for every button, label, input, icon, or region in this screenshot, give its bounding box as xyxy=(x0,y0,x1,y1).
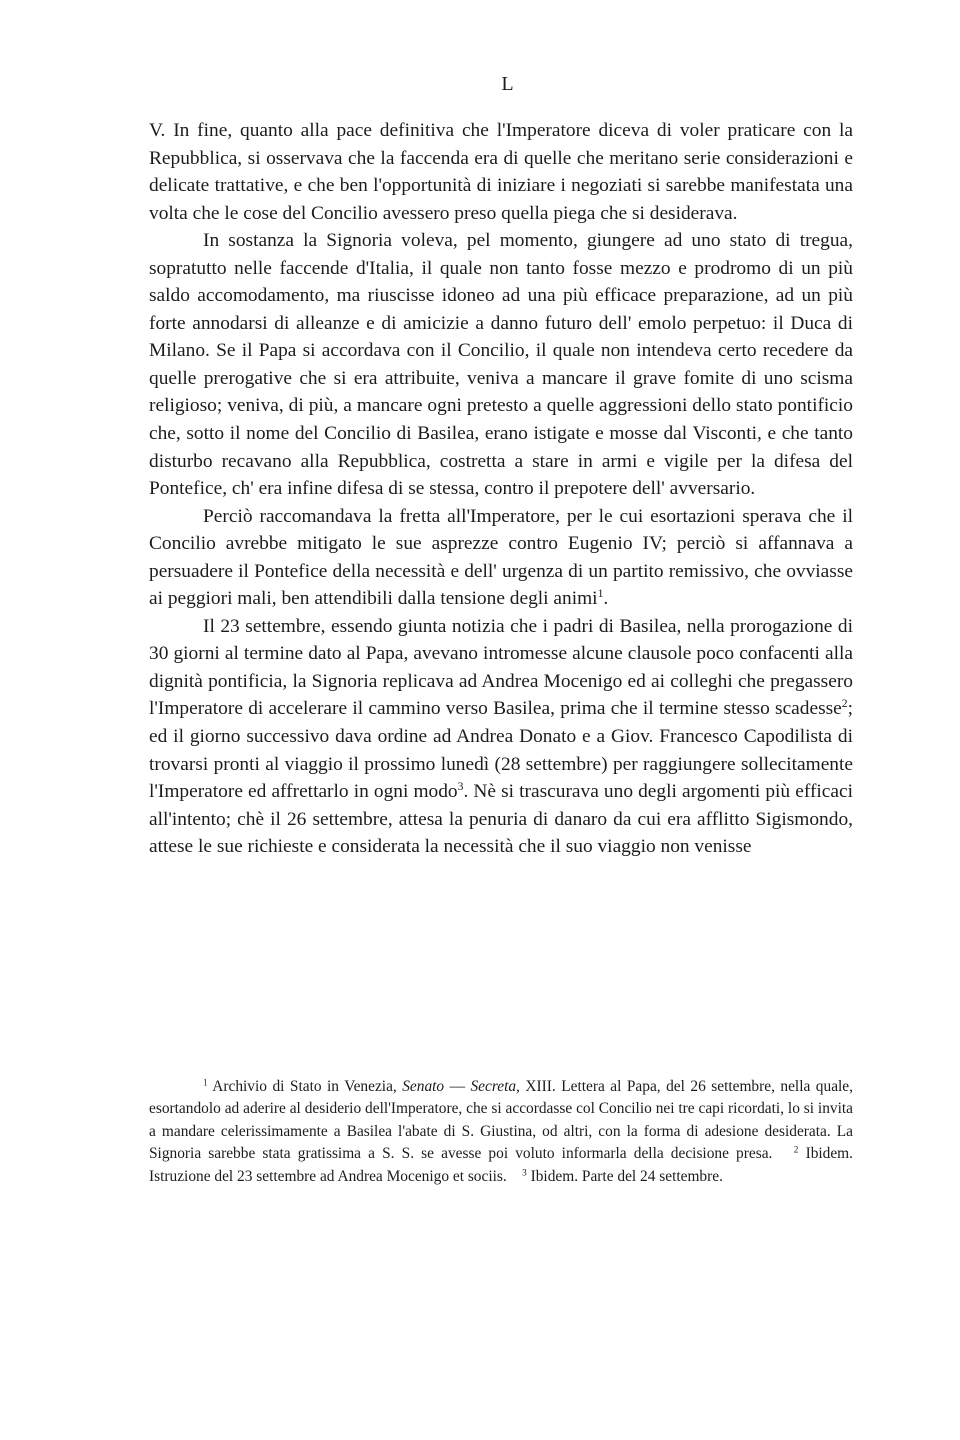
paragraph-4-part-3: . Nè si trascurava uno degli argomenti più efficaci all'intento; chè il 26 settembre, attesa la penuria di danaro da cui era afflitto Sigismondo, attese le sue richieste e considerata la necessità che il suo viaggio non venisse xyxy=(149,781,854,858)
paragraph-3-tail: . xyxy=(603,588,609,610)
paragraph-3-text: Perciò raccomandava la fretta all'Imperatore, per le cui esortazioni sperava che il Concilio avrebbe mitigato le sue asprezze contro Eugenio IV; perciò si affannava a persuadere il Pontefice della necessità e dell' urgenza di un partito remissivo, che ovviasse ai peggiori mali, ben attendibili dalla tensione degli animi xyxy=(149,505,853,610)
page-number: L xyxy=(501,73,515,95)
footnote-number-3: 3 xyxy=(522,1167,527,1178)
paragraph-1: V. In fine, quanto alla pace definitiva che l'Imperatore diceva di voler praticare con la Repubblica, si osservava che la faccenda era di quelle che meritano serie considerazioni e delicate trattative, e che ben l'opportunità di iniziare i negoziati si sarebbe manifestata una volta che le cose del Concilio avessero preso quella piega che si desiderava. xyxy=(149,120,853,224)
footnote-1-source: Archivio di Stato in Venezia, xyxy=(212,1078,397,1095)
footnote-3-text: Ibidem. Parte del 24 settembre. xyxy=(530,1167,723,1185)
main-text xyxy=(149,117,853,861)
paragraph-3 xyxy=(149,503,853,613)
footnote-1-dash: — xyxy=(449,1078,465,1095)
footnote-block xyxy=(149,1076,853,1188)
paragraph-4-part-1: Il 23 settembre, essendo giunta notizia che i padri di Basilea, nella prorogazione di 30 giorni al termine dato al Papa, avevano intromesse alcune clausole poco confacenti alla dignità pontificia, la Signoria replicava ad Andrea Mocenigo ed ai colleghi che pregassero l'Imperatore di accelerare il cammino verso Basilea, prima che il termine stesso scadesse xyxy=(149,615,853,720)
footnote-1-text: XIII. Lettera al Papa, del 26 settembre, nella quale, esortandolo ad aderire al desiderio dell'Imperatore, che si accordasse col Concilio nei tre capi ricordati, lo si invita a mandare celerissimamente a Basilea l'abate di S. Giustina, od altri, con la forma di adesione desiderata. La Signoria sarebbe stata gratissima a S. S. se avesse poi voluto informarla della decisione presa. xyxy=(149,1078,853,1163)
footnote-ref-3: 3 xyxy=(457,780,464,794)
footnote-number-1: 1 xyxy=(203,1077,208,1088)
footnote-ref-1: 1 xyxy=(597,587,604,601)
footnote-ref-2: 2 xyxy=(841,697,848,711)
paragraph-4 xyxy=(149,613,853,861)
paragraph-2: In sostanza la Signoria voleva, pel momento, giungere ad uno stato di tregua, sopratutto nelle faccende d'Italia, il quale non tanto fosse mezzo e prodromo di un più saldo accomodamento, ma riuscisse idoneo ad una più efficace preparazione, ad un più forte annodarsi di alleanze e di amicizie a danno futuro dell' emolo perpetuo: il Duca di Milano. Se il Papa si accordava con il Concilio, il quale non intendeva certo recedere da quelle prerogative che si era attribuite, veniva a mancare il grave fomite di uno scisma religioso; veniva, di più, a mancare ogni pretesto a quelle aggressioni dello stato pontificio che, sotto il nome del Concilio di Basilea, erano istigate e mosse dal Visconti, e che tanto disturbo recavano alla Repubblica, costretta a stare in armi e vigile per la difesa del Pontefice, ch' era infine difesa di se stessa, contro il prepotere dell' avversario. xyxy=(149,230,853,500)
footnote-number-2: 2 xyxy=(793,1144,799,1155)
paragraph-4-part-2: ; ed il giorno successivo dava ordine ad Andrea Donato e a Giov. Francesco Capodilista di trovarsi pronti al viaggio il prossimo lunedì (28 settembre) per raggiungere sollecitamente l'Imperatore ed affrettarlo in ogni modo xyxy=(149,698,853,803)
footnotes xyxy=(149,1076,853,1188)
footnote-1-senato: Senato xyxy=(402,1078,445,1095)
footnote-2-text: Ibidem. Istruzione del 23 settembre ad Andrea Mocenigo et sociis. xyxy=(149,1145,854,1185)
footnote-1-secreta: Secreta, xyxy=(470,1078,520,1095)
